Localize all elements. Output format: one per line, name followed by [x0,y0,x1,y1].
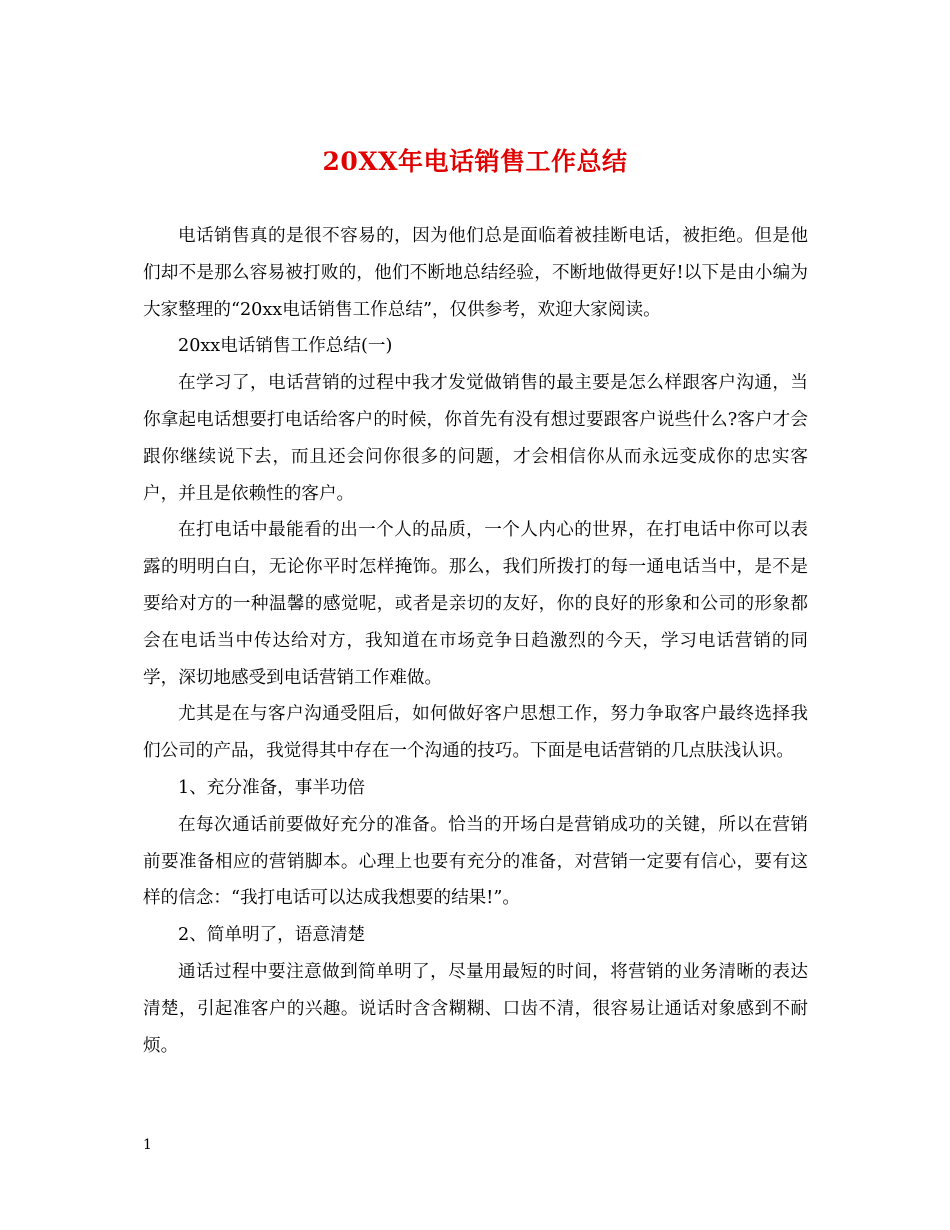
section-heading: 20xx电话销售工作总结(一) [178,336,393,357]
subheading: 2、简单明了，语意清楚 [178,925,366,946]
subheading: 1、充分准备，事半功倍 [178,777,366,798]
page-number: 1 [143,1137,152,1153]
paragraph: 尤其是在与客户沟通受阻后，如何做好客户思想工作，努力争取客户最终选择我们公司的产品，我觉得其中存在一个沟通的技巧。下面是电话营销的几点肤浅认识。 [143,704,808,762]
paragraph: 通话过程中要注意做到简单明了，尽量用最短的时间，将营销的业务清晰的表达清楚，引起准客户的兴趣。说话时含含糊糊、口齿不清，很容易让通话对象感到不耐烦。 [143,961,808,1056]
paragraph-intro: 电话销售真的是很不容易的，因为他们总是面临着被挂断电话，被拒绝。但是他们却不是那么容易被打败的，他们不断地总结经验，不断地做得更好!以下是由小编为大家整理的“20xx电话销售工作总结”，仅供参考，欢迎大家阅读。 [143,226,808,320]
document-title: 20XX年电话销售工作总结 [322,147,628,176]
paragraph: 在学习了，电话营销的过程中我才发觉做销售的最主要是怎么样跟客户沟通，当你拿起电话想要打电话给客户的时候，你首先有没有想过要跟客户说些什么?客户才会跟你继续说下去，而且还会问你很多的问题，才会相信你从而永远变成你的忠实客户，并且是依赖性的客户。 [143,373,808,504]
paragraph: 在每次通话前要做好充分的准备。恰当的开场白是营销成功的关键，所以在营销前要准备相应的营销脚本。心理上也要有充分的准备，对营销一定要有信心，要有这样的信念：“我打电话可以达成我想要的结果!”。 [143,814,808,909]
document-body [143,218,808,1064]
paragraph: 在打电话中最能看的出一个人的品质，一个人内心的世界，在打电话中你可以表露的明明白白，无论你平时怎样掩饰。那么，我们所拨打的每一通电话当中，是不是要给对方的一种温馨的感觉呢，或者是亲切的友好，你的良好的形象和公司的形象都会在电话当中传达给对方，我知道在市场竞争日趋激烈的今天，学习电话营销的同学，深切地感受到电话营销工作难做。 [143,520,808,688]
